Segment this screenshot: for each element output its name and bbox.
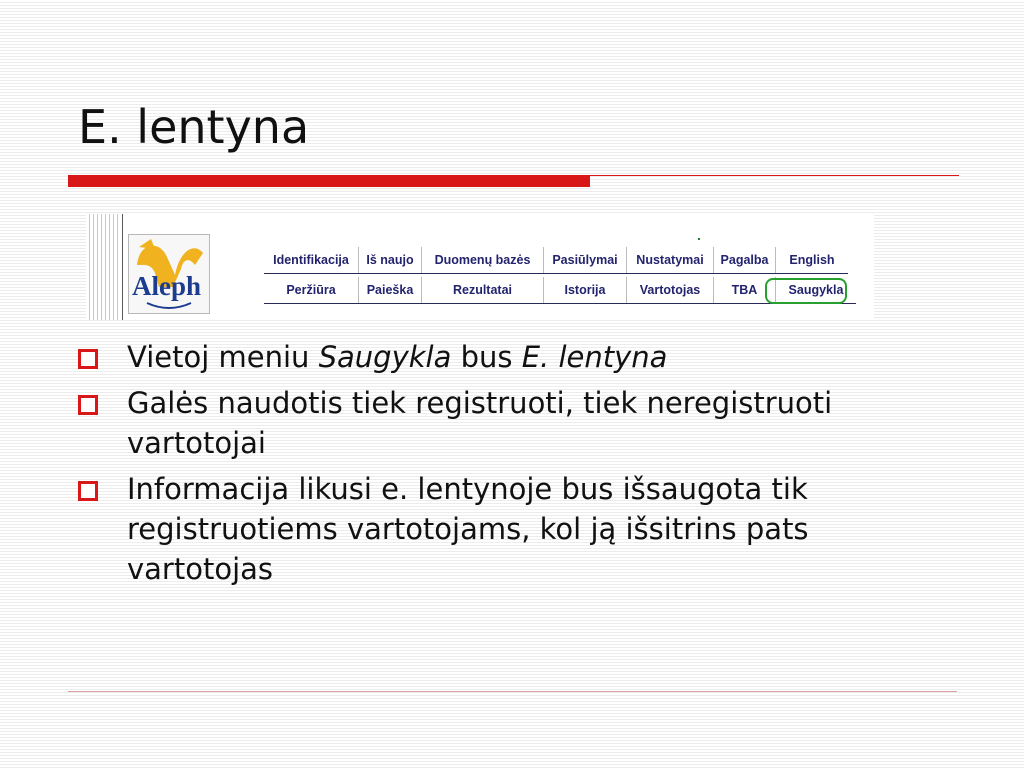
menu-item-vartotojas[interactable]: Vartotojas xyxy=(626,277,713,303)
menu-item-tba[interactable]: TBA xyxy=(713,277,775,303)
aleph-logo-text: Aleph xyxy=(132,271,202,301)
bullet-2-text: Galės naudotis tiek registruoti, tiek neregistruoti vartotojai xyxy=(127,386,833,460)
menu-item-pasiulymai[interactable]: Pasiūlymai xyxy=(543,247,626,273)
square-bullet-icon xyxy=(78,349,98,369)
menu-item-perziura[interactable]: Peržiūra xyxy=(286,283,336,297)
title-underline-rule xyxy=(590,175,959,176)
bullet-1-text-pre: Vietoj meniu xyxy=(127,340,319,374)
bullet-item-1 xyxy=(78,337,958,377)
square-bullet-icon xyxy=(78,481,98,501)
menu-item-rezultatai[interactable]: Rezultatai xyxy=(421,277,543,303)
aleph-logo xyxy=(128,234,210,314)
menu-item-identifikacija[interactable]: Identifikacija xyxy=(273,253,349,267)
slide-title: E. lentyna xyxy=(78,100,310,154)
decorative-dot xyxy=(698,238,700,240)
menu-item-english[interactable]: English xyxy=(775,247,848,273)
bullet-1-emphasis-saugykla: Saugykla xyxy=(318,340,452,374)
bullet-list xyxy=(78,337,958,595)
screenshot-side-stripes xyxy=(86,214,120,320)
aleph-logo-graphic xyxy=(129,235,209,313)
menu-item-pagalba[interactable]: Pagalba xyxy=(713,247,775,273)
menu-item-saugykla[interactable]: Saugykla xyxy=(775,277,856,303)
square-bullet-icon xyxy=(78,395,98,415)
menu-item-paieska[interactable]: Paieška xyxy=(358,277,421,303)
menu-item-is-naujo[interactable]: Iš naujo xyxy=(358,247,421,273)
screenshot-divider xyxy=(122,214,123,320)
bullet-3-text: Informacija likusi e. lentynoje bus išsaugota tik registruotiems vartotojams, kol ją išsitrins pats vartotojas xyxy=(127,472,809,586)
saugykla-highlight-ring xyxy=(765,278,847,304)
footer-rule xyxy=(68,691,957,692)
menu-item-istorija[interactable]: Istorija xyxy=(543,277,626,303)
bullet-item-3 xyxy=(78,469,958,589)
menu-item-nustatymai[interactable]: Nustatymai xyxy=(626,247,713,273)
bullet-1-emphasis-e-lentyna: E. lentyna xyxy=(521,340,668,374)
embedded-screenshot xyxy=(86,214,874,320)
menu-item-duomenu-bazes[interactable]: Duomenų bazės xyxy=(421,247,543,273)
bullet-item-2 xyxy=(78,383,958,463)
title-underline-bar xyxy=(68,175,590,187)
bullet-1-text-mid: bus xyxy=(451,340,522,374)
menu-row-top xyxy=(264,247,848,274)
